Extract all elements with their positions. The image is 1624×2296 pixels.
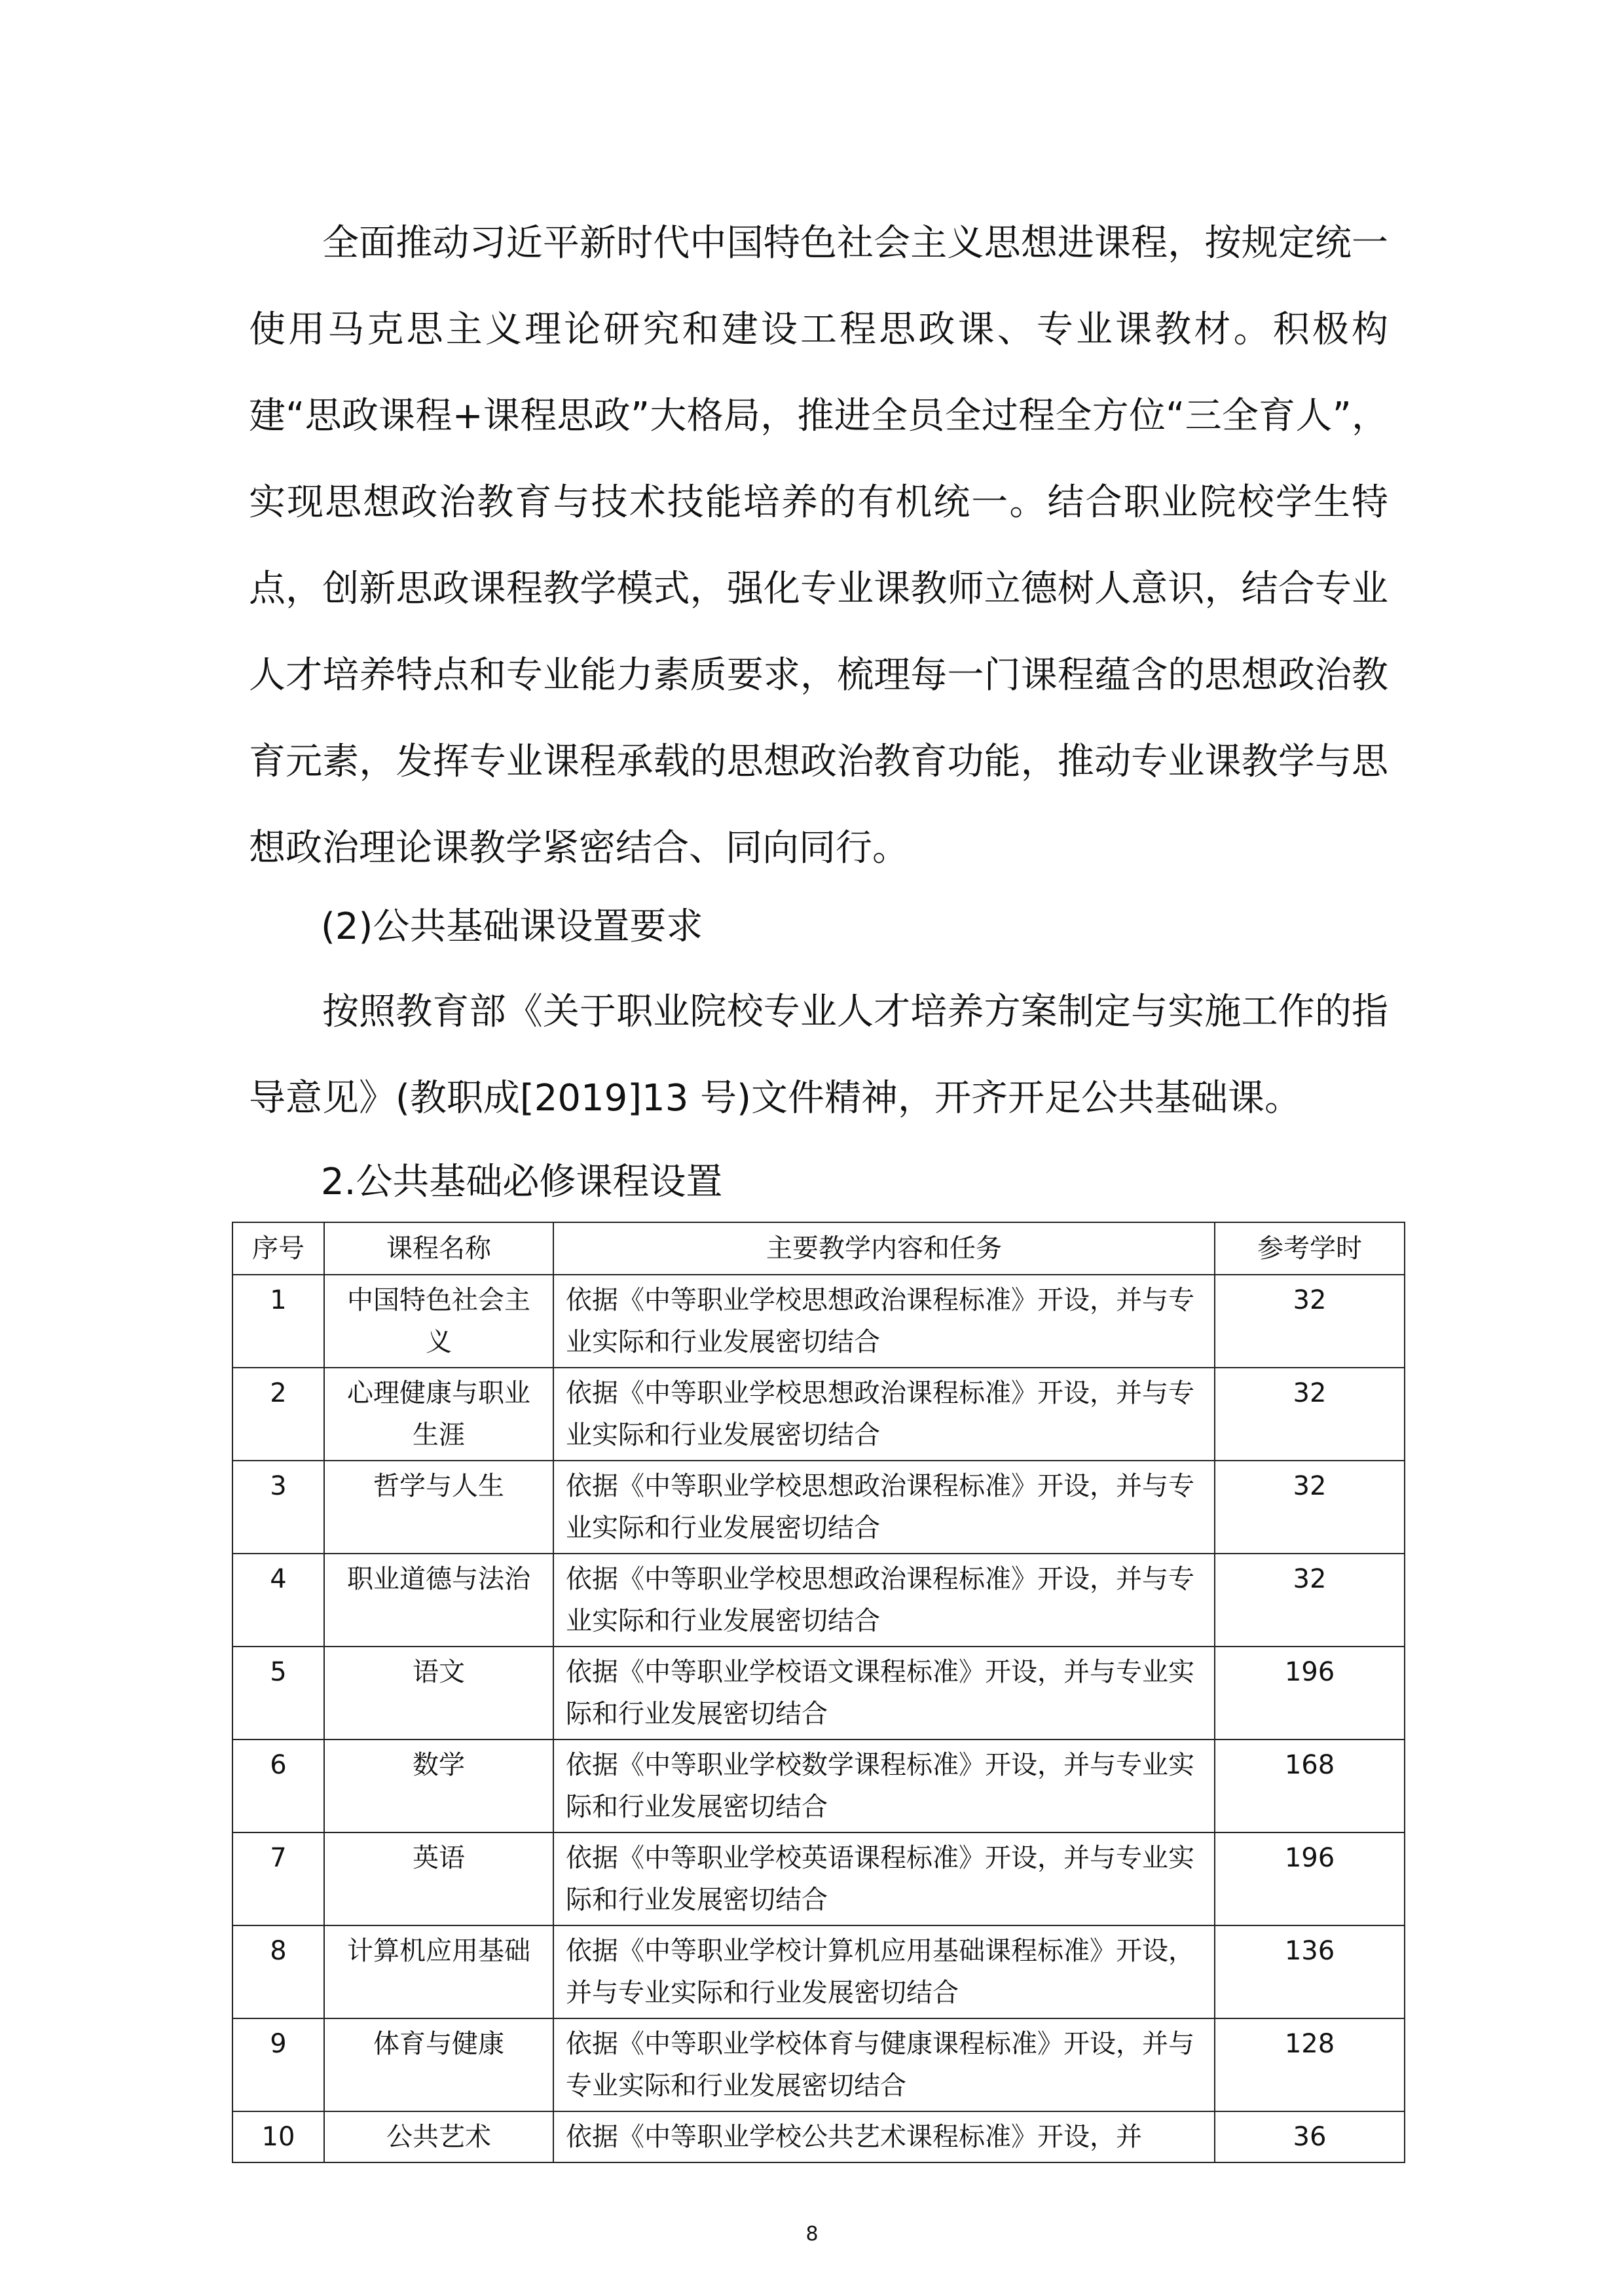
table-row — [232, 2018, 1405, 2111]
cell-hours: 36 — [1215, 2111, 1405, 2162]
cell-hours: 136 — [1215, 1925, 1405, 2018]
table-row — [232, 1368, 1405, 1461]
table-row — [232, 1647, 1405, 1740]
header-index: 序号 — [232, 1222, 324, 1275]
cell-course-name: 公共艺术 — [324, 2111, 553, 2162]
table-header-row — [232, 1222, 1405, 1275]
cell-hours: 32 — [1215, 1275, 1405, 1368]
cell-index: 6 — [232, 1740, 324, 1832]
cell-index: 9 — [232, 2018, 324, 2111]
cell-hours: 196 — [1215, 1832, 1405, 1925]
table-row — [232, 1275, 1405, 1368]
table-row — [232, 1832, 1405, 1925]
cell-hours: 168 — [1215, 1740, 1405, 1832]
cell-content: 依据《中等职业学校思想政治课程标准》开设，并与专业实际和行业发展密切结合 — [553, 1275, 1215, 1368]
cell-content: 依据《中等职业学校英语课程标准》开设，并与专业实际和行业发展密切结合 — [553, 1832, 1215, 1925]
cell-course-name: 中国特色社会主义 — [324, 1275, 553, 1368]
cell-content: 依据《中等职业学校体育与健康课程标准》开设，并与专业实际和行业发展密切结合 — [553, 2018, 1215, 2111]
cell-course-name: 语文 — [324, 1647, 553, 1740]
header-content: 主要教学内容和任务 — [553, 1222, 1215, 1275]
table-row — [232, 1925, 1405, 2018]
cell-hours: 32 — [1215, 1554, 1405, 1647]
cell-hours: 32 — [1215, 1461, 1405, 1554]
section-heading-required-courses: 2.公共基础必修课程设置 — [321, 1161, 723, 1203]
cell-course-name: 计算机应用基础 — [324, 1925, 553, 2018]
cell-index: 4 — [232, 1554, 324, 1647]
header-course-name: 课程名称 — [324, 1222, 553, 1275]
cell-index: 3 — [232, 1461, 324, 1554]
course-table — [232, 1222, 1405, 2163]
cell-course-name: 数学 — [324, 1740, 553, 1832]
cell-index: 1 — [232, 1275, 324, 1368]
cell-content: 依据《中等职业学校公共艺术课程标准》开设，并 — [553, 2111, 1215, 2162]
cell-hours: 196 — [1215, 1647, 1405, 1740]
cell-hours: 128 — [1215, 2018, 1405, 2111]
cell-course-name: 职业道德与法治 — [324, 1554, 553, 1647]
body-paragraph-guidance: 按照教育部《关于职业院校专业人才培养方案制定与实施工作的指导意见》(教职成[2019]13 号)文件精神，开齐开足公共基础课。 — [249, 991, 1388, 1120]
cell-content: 依据《中等职业学校数学课程标准》开设，并与专业实际和行业发展密切结合 — [553, 1740, 1215, 1832]
table-row — [232, 1554, 1405, 1647]
cell-content: 依据《中等职业学校思想政治课程标准》开设，并与专业实际和行业发展密切结合 — [553, 1554, 1215, 1647]
table-row — [232, 1461, 1405, 1554]
cell-hours: 32 — [1215, 1368, 1405, 1461]
header-hours: 参考学时 — [1215, 1222, 1405, 1275]
cell-index: 2 — [232, 1368, 324, 1461]
table-row — [232, 2111, 1405, 2162]
body-paragraph-ideology: 全面推动习近平新时代中国特色社会主义思想进课程，按规定统一使用马克思主义理论研究和建设工程思政课、专业课教材。积极构建“思政课程+课程思政”大格局，推进全员全过程全方位“三全育人”，实现思想政治教育与技术技能培养的有机统一。结合职业院校学生特点，创新思政课程教学模式，强化专业课教师立德树人意识，结合专业人才培养特点和专业能力素质要求，梳理每一门课程蕴含的思想政治教育元素，发挥专业课程承载的思想政治教育功能，推动专业课教学与思想政治理论课教学紧密结合、同向同行。 — [249, 222, 1388, 869]
cell-course-name: 心理健康与职业生涯 — [324, 1368, 553, 1461]
cell-content: 依据《中等职业学校思想政治课程标准》开设，并与专业实际和行业发展密切结合 — [553, 1461, 1215, 1554]
cell-index: 7 — [232, 1832, 324, 1925]
cell-content: 依据《中等职业学校思想政治课程标准》开设，并与专业实际和行业发展密切结合 — [553, 1368, 1215, 1461]
cell-content: 依据《中等职业学校计算机应用基础课程标准》开设，并与专业实际和行业发展密切结合 — [553, 1925, 1215, 2018]
table-row — [232, 1740, 1405, 1832]
page-number: 8 — [805, 2223, 819, 2246]
cell-course-name: 哲学与人生 — [324, 1461, 553, 1554]
cell-course-name: 体育与健康 — [324, 2018, 553, 2111]
section-heading-public-course-requirements: (2)公共基础课设置要求 — [321, 905, 703, 948]
cell-index: 5 — [232, 1647, 324, 1740]
cell-index: 10 — [232, 2111, 324, 2162]
cell-content: 依据《中等职业学校语文课程标准》开设，并与专业实际和行业发展密切结合 — [553, 1647, 1215, 1740]
cell-index: 8 — [232, 1925, 324, 2018]
cell-course-name: 英语 — [324, 1832, 553, 1925]
